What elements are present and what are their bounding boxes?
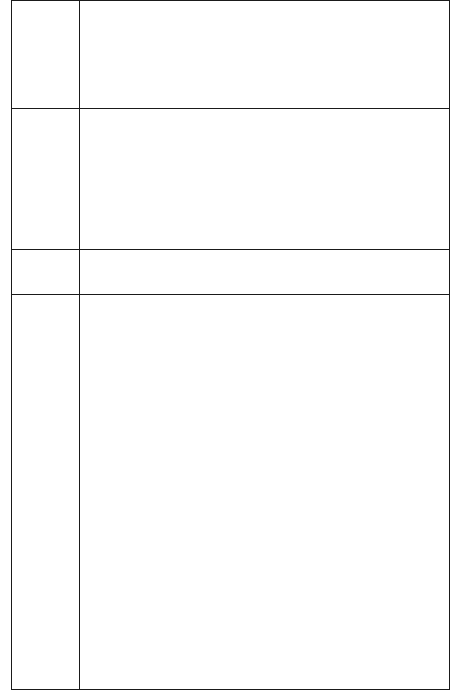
evaluation-standard-label [12,250,80,295]
fees-payment-cell [80,295,450,690]
row-fees-payment [12,295,450,690]
row-submission [12,1,450,109]
fees-payment-label [12,295,80,690]
compliance-review-cell [80,109,450,250]
compliance-review-label [12,109,80,250]
evaluation-standard-cell [80,250,450,295]
submission-info-cell [80,1,450,109]
row-compliance-review [12,109,450,250]
procurement-terms-table [11,0,450,690]
row-evaluation-standard [12,250,450,295]
empty-label-cell [12,1,80,109]
